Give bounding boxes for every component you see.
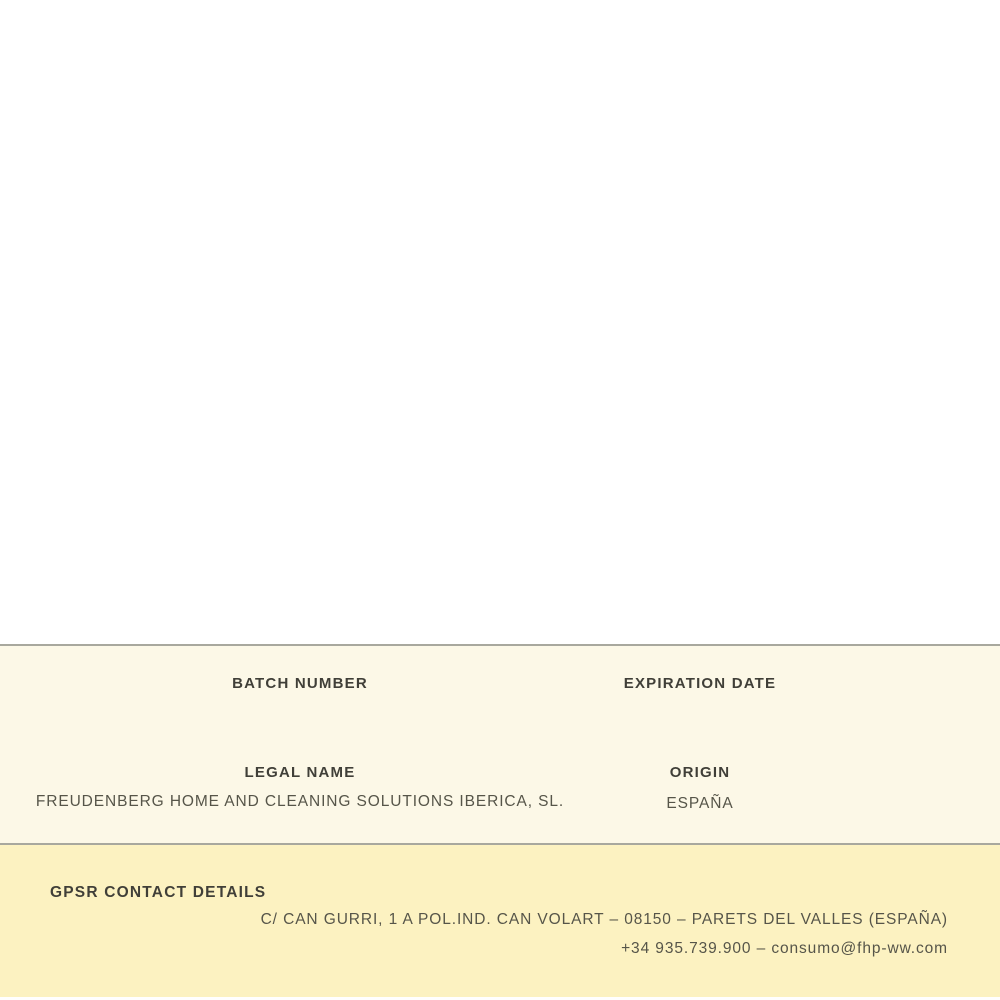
gpsr-address-line: C/ CAN GURRI, 1 A POL.IND. CAN VOLART – 08150 – PARETS DEL VALLES (ESPAÑA) — [260, 911, 948, 928]
legal-name-label: LEGAL NAME — [244, 764, 356, 781]
batch-number-label: BATCH NUMBER — [232, 675, 368, 692]
origin-label: ORIGIN — [669, 764, 731, 781]
gpsr-phone-email-line: +34 935.739.900 – consumo@fhp-ww.com — [621, 940, 948, 957]
gpsr-contact-section — [0, 843, 1000, 997]
product-info-section — [0, 644, 1000, 843]
expiration-date-label: EXPIRATION DATE — [623, 675, 777, 692]
origin-value: ESPAÑA — [666, 795, 734, 812]
gpsr-contact-title: GPSR CONTACT DETAILS — [50, 884, 267, 901]
legal-name-value: FREUDENBERG HOME AND CLEANING SOLUTIONS IBERICA, SL. — [35, 793, 565, 810]
